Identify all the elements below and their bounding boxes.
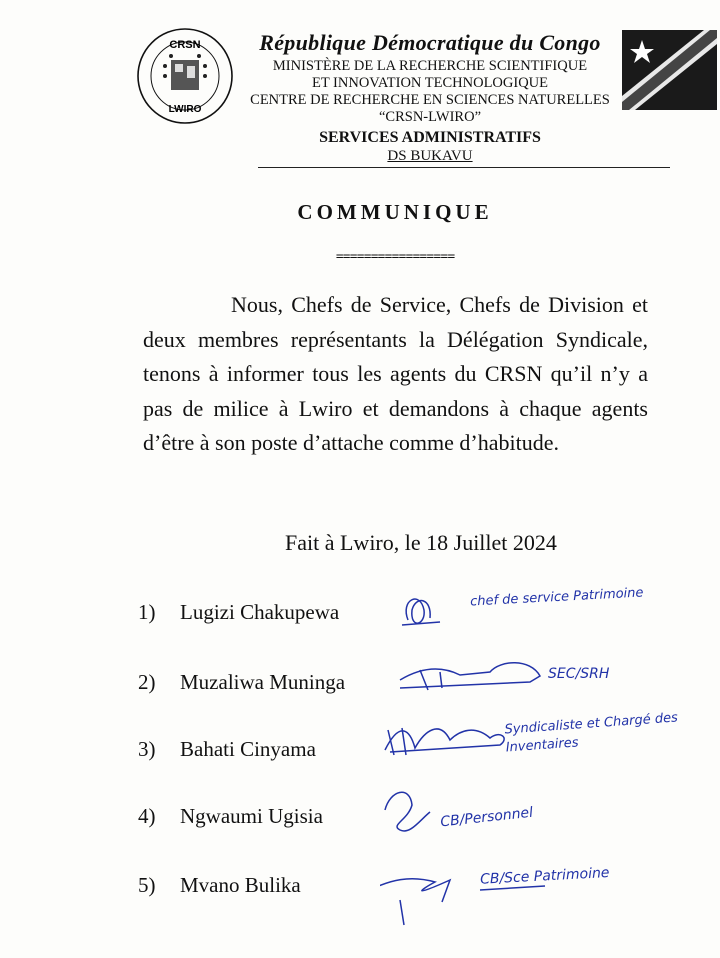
handwritten-signatures xyxy=(380,580,720,940)
role-5: CB/Sce Patrimoine xyxy=(479,864,610,888)
ds-heading xyxy=(230,148,630,165)
communique-body xyxy=(143,288,648,461)
signatory-row-1 xyxy=(138,600,339,625)
drc-flag xyxy=(622,30,717,110)
title-separator: ================= xyxy=(335,250,455,265)
signatory-row-4 xyxy=(138,804,323,829)
services-heading: SERVICES ADMINISTRATIFS xyxy=(319,129,541,146)
header-rule xyxy=(258,167,670,168)
body-paragraph: Nous, Chefs de Service, Chefs de Division et deux membres représentants la Délégation Syndicale, tenons à informer tous les agents du CRSN qu’il n’y a pas de milice à Lwiro et demandons à chaque agents d’être à son poste d’attache comme d’habitude. xyxy=(143,292,648,455)
signatory-row-3 xyxy=(138,737,316,762)
republic-name: République Démocratique du Congo xyxy=(259,30,601,55)
centre-abbrev: “CRSN-LWIRO” xyxy=(378,109,482,125)
signatory-number: 1) xyxy=(138,600,156,624)
svg-text:LWIRO: LWIRO xyxy=(168,104,202,115)
role-1: chef de service Patrimoine xyxy=(469,585,644,610)
signatory-row-2 xyxy=(138,670,345,695)
role-2: SEC/SRH xyxy=(548,666,610,682)
signatory-name: Ngwaumi Ugisia xyxy=(180,804,323,828)
signatory-number: 3) xyxy=(138,737,156,761)
signatory-number: 4) xyxy=(138,804,156,828)
role-4: CB/Personnel xyxy=(439,804,534,831)
communique-title: COMMUNIQUE xyxy=(297,200,493,224)
signatory-name: Bahati Cinyama xyxy=(180,737,316,761)
crsn-logo-seal xyxy=(135,26,235,126)
signatory-row-5 xyxy=(138,873,301,898)
signatory-name: Lugizi Chakupewa xyxy=(180,600,340,624)
signatory-number: 5) xyxy=(138,873,156,897)
role-3: Syndicaliste et Chargé des Inventaires xyxy=(504,710,679,756)
centre-name: CENTRE DE RECHERCHE EN SCIENCES NATURELLES xyxy=(250,92,610,108)
ministry-line2: ET INNOVATION TECHNOLOGIQUE xyxy=(311,75,548,91)
signatory-name: Muzaliwa Muninga xyxy=(180,670,346,694)
signatory-number: 2) xyxy=(138,670,156,694)
place-date: Fait à Lwiro, le 18 Juillet 2024 xyxy=(285,530,557,555)
svg-text:CRSN: CRSN xyxy=(169,39,201,51)
ds-text: DS BUKAVU xyxy=(387,148,473,164)
signatory-name: Mvano Bulika xyxy=(180,873,301,897)
ministry-line1: MINISTÈRE DE LA RECHERCHE SCIENTIFIQUE xyxy=(272,58,588,74)
